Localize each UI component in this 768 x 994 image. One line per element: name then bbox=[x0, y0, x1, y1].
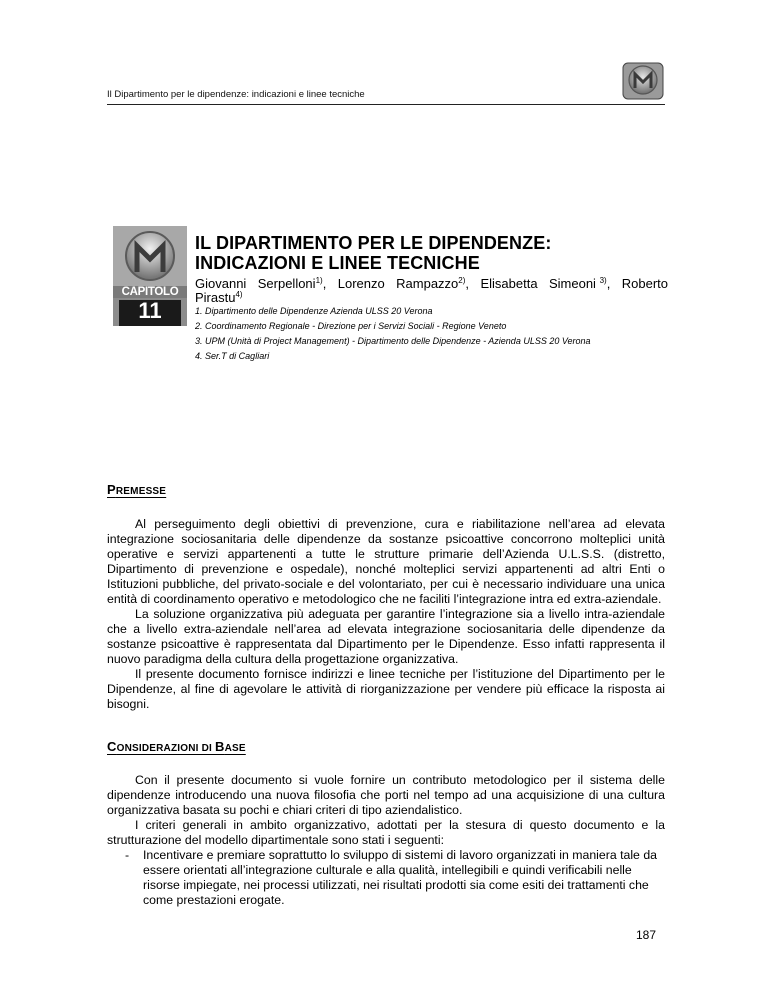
author-first: Giovanni bbox=[195, 276, 247, 291]
running-header: Il Dipartimento per le dipendenze: indicazioni e linee tecniche bbox=[107, 89, 365, 100]
header-rule bbox=[107, 104, 665, 105]
criteria-list bbox=[107, 848, 665, 908]
chapter-title-line-1: IL DIPARTIMENTO PER LE DIPENDENZE: bbox=[195, 233, 552, 253]
premesse-body bbox=[107, 517, 665, 712]
author-first: Roberto bbox=[621, 276, 668, 291]
author-first: Elisabetta bbox=[480, 276, 538, 291]
list-item-text: Incentivare e premiare soprattutto lo sviluppo di sistemi di lavoro organizzati in maniera tale da essere orientati all’integrazione culturale e alla qualità, intellegibili e quindi verificabili nelle risorse impiegate, nei processi utilizzati, nei risultati prodotti sia come esiti dei trattamenti che come prestazioni erogate. bbox=[143, 848, 657, 907]
affiliation-item: 2. Coordinamento Regionale - Direzione per i Servizi Sociali - Regione Veneto bbox=[195, 321, 507, 331]
author-last: Simeoni $^{3)}$, bbox=[548, 276, 611, 291]
authors-line-2: Pirastu$^{4)}$ bbox=[195, 290, 243, 305]
chapter-label: CAPITOLO bbox=[121, 286, 179, 298]
section-title-considerazioni: CONSIDERAZIONI DI BASE bbox=[107, 739, 246, 754]
affiliation-item: 3. UPM (Unità di Project Management) - Dipartimento delle Dipendenze - Azienda ULSS 20 Verona bbox=[195, 336, 591, 346]
paragraph: I criteri generali in ambito organizzativo, adottati per la stesura di questo documento e la strutturazione del modello dipartimentale sono stati i seguenti: bbox=[107, 818, 665, 847]
page-number: 187 bbox=[636, 928, 657, 942]
author-last: Rampazzo$^{2)}$, bbox=[396, 276, 470, 291]
chapter-number: 11 bbox=[138, 298, 162, 323]
authors-line-1 bbox=[195, 277, 668, 291]
affiliation-item: 4. Ser.T di Cagliari bbox=[195, 351, 270, 361]
affiliation-item: 1. Dipartimento delle Dipendenze Azienda ULSS 20 Verona bbox=[195, 306, 433, 316]
section-title-premesse: PREMESSE bbox=[107, 482, 167, 497]
chapter-title-line-2: INDICAZIONI E LINEE TECNICHE bbox=[195, 253, 480, 273]
paragraph: Con il presente documento si vuole fornire un contributo metodologico per il sistema delle dipendenze introducendo una nuova filosofia che porti nel tempo ad una acquisizione di una cultura organizzativa basata su pochi e chiari criteri di tipo aziendalistico. bbox=[107, 773, 665, 817]
list-dash: - bbox=[125, 848, 130, 862]
affiliations bbox=[195, 304, 665, 364]
author-last: Serpelloni$^{1)}$, bbox=[257, 276, 327, 291]
considerazioni-body bbox=[107, 773, 665, 908]
paragraph: La soluzione organizzativa più adeguata per garantire l’integrazione sia a livello intra-aziendale che a livello extra-aziendale nell’area ad elevata integrazione sociosanitaria delle dipendenze da sostanze psicoattive è rappresentata dal Dipartimento per le Dipendenze. Esso infatti rappresenta il nuovo paradigma della cultura della progettazione organizzativa. bbox=[107, 607, 665, 666]
author-first: Lorenzo bbox=[337, 276, 385, 291]
chapter-title bbox=[195, 233, 655, 273]
chapter-emblem-icon bbox=[622, 62, 664, 100]
authors bbox=[195, 277, 668, 305]
paragraph: Il presente documento fornisce indirizzi e linee tecniche per l’istituzione del Dipartimento per le Dipendenze, al fine di agevolare le attività di riorganizzazione per vendere più efficace la risposta ai bisogni. bbox=[107, 667, 665, 711]
list-item bbox=[107, 848, 665, 908]
paragraph: Al perseguimento degli obiettivi di prevenzione, cura e riabilitazione nell’area ad elevata integrazione sociosanitaria delle dipendenze da sostanze psicoattive concorrono molteplici unità operative e servizi appartenenti a tutte le strutture primarie dell’Azienda U.L.S.S. (distretto, Dipartimento di prevenzione e ospedale), nonché molteplici servizi appartenenti ad altri Enti o Istituzioni pubbliche, del privato-sociale e del volontariato, per cui è necessario individuare una unica entità di coordinamento operativo e metodologico che ne faciliti l’integrazione intra ed extra-aziendale. bbox=[107, 517, 665, 606]
